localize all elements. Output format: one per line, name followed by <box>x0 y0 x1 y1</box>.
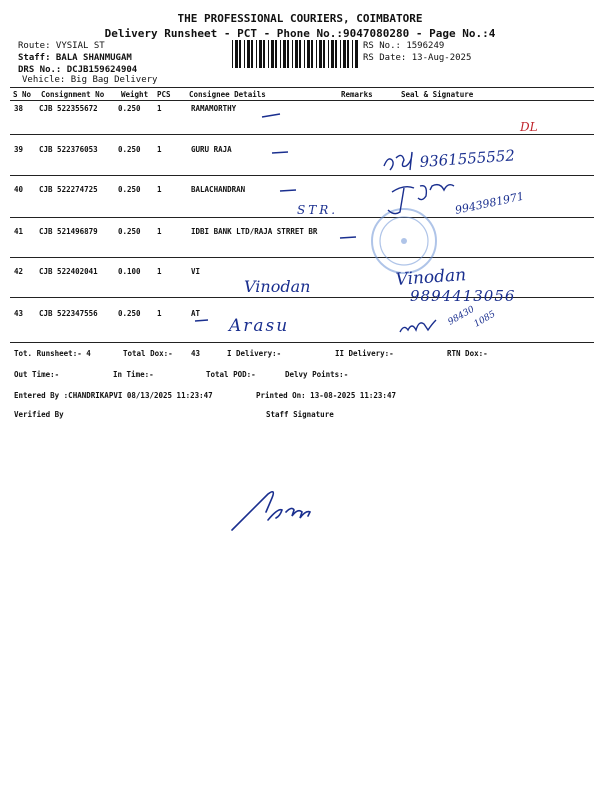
route-label: Route: VYSIAL ST <box>18 41 105 51</box>
row-consignment: CJB 521496879 <box>39 227 98 236</box>
row-sno: 39 <box>14 145 24 154</box>
signature-row39 <box>384 152 412 170</box>
phone-row40: 9943981971 <box>453 189 526 217</box>
col-header-consignee: Consignee Details <box>189 90 266 99</box>
company-title: THE PROFESSIONAL COURIERS, COIMBATORE <box>177 12 423 25</box>
row-pcs: 1 <box>157 309 162 318</box>
staff-signature-mark <box>232 492 310 530</box>
row-sno: 41 <box>14 227 24 236</box>
row-consignee: RAMAMORTHY <box>191 104 237 113</box>
col-header-consignment: Consignment No <box>41 90 105 99</box>
row-sno: 38 <box>14 104 24 113</box>
row-sno: 40 <box>14 185 24 194</box>
dl-mark: DL <box>520 120 538 134</box>
str-mark: STR. <box>297 203 339 217</box>
row-consignment: CJB 522402041 <box>39 267 98 276</box>
phone-row42: 9894413056 <box>410 287 516 305</box>
vinodan-signature-seal: Vinodan <box>394 265 467 290</box>
col-header-seal: Seal & Signature <box>401 90 474 99</box>
row-consignee: BALACHANDRAN <box>191 185 246 194</box>
in-time: In Time:- <box>113 370 154 379</box>
out-time: Out Time:- <box>14 370 60 379</box>
row-consignment: CJB 522376053 <box>39 145 98 154</box>
arasu-signature: Arasu <box>229 316 290 336</box>
row41-tick <box>340 237 356 238</box>
i-delivery: I Delivery:- <box>227 349 282 358</box>
row-consignee: IDBI BANK LTD/RAJA STRRET BR <box>191 227 318 236</box>
row38-tick <box>262 114 280 117</box>
total-pod: Total POD:- <box>206 370 256 379</box>
row-weight: 0.250 <box>118 185 141 194</box>
tot-runsheet: Tot. Runsheet:- 4 <box>14 349 91 358</box>
delvy-points: Delvy Points:- <box>285 370 349 379</box>
rs-number: RS No.: 1596249 <box>363 41 445 51</box>
rtn-dox: RTN Dox:- <box>447 349 488 358</box>
phone-row39: 9361555552 <box>419 146 516 171</box>
row-consignee: GURU RAJA <box>191 145 232 154</box>
seal-stamp <box>372 209 436 273</box>
staff-signature-label: Staff Signature <box>266 410 334 419</box>
row-consignment: CJB 522274725 <box>39 185 98 194</box>
col-header-pcs: PCS <box>157 90 171 99</box>
rs-date: RS Date: 13-Aug-2025 <box>363 53 472 63</box>
col-header-remarks: Remarks <box>341 90 373 99</box>
row-sno: 42 <box>14 267 24 276</box>
signature-row43 <box>400 320 436 332</box>
row-sno: 43 <box>14 309 24 318</box>
total-dox-value: 43 <box>191 349 201 358</box>
row39-tick <box>272 152 288 153</box>
row43-tick <box>195 320 208 321</box>
row40-tick <box>280 190 296 191</box>
row-consignee: VI <box>191 267 201 276</box>
col-header-weight: Weight <box>121 90 149 99</box>
staff-label: Staff: BALA SHANMUGAM <box>18 53 132 63</box>
drs-number: DRS No.: DCJB159624904 <box>18 65 138 75</box>
vehicle-label: Vehicle: Big Bag Delivery <box>22 75 158 85</box>
ii-delivery: II Delivery:- <box>335 349 394 358</box>
row-weight: 0.250 <box>118 309 141 318</box>
row-weight: 0.250 <box>118 145 141 154</box>
code-row43a: 98430 <box>446 304 477 328</box>
row-pcs: 1 <box>157 185 162 194</box>
vinodan-signature-row42: Vinodan <box>244 277 311 296</box>
row-consignment: CJB 522347556 <box>39 309 98 318</box>
row-consignment: CJB 522355672 <box>39 104 98 113</box>
verified-by: Verified By <box>14 410 64 419</box>
row-weight: 0.100 <box>118 267 141 276</box>
total-dox-label: Total Dox:- <box>123 349 173 358</box>
col-header-sno: S No <box>13 90 32 99</box>
row-pcs: 1 <box>157 145 162 154</box>
row-consignee: AT <box>191 309 201 318</box>
row-pcs: 1 <box>157 267 162 276</box>
row-weight: 0.250 <box>118 227 141 236</box>
row-pcs: 1 <box>157 227 162 236</box>
row-pcs: 1 <box>157 104 162 113</box>
printed-on: Printed On: 13-08-2025 11:23:47 <box>256 391 396 400</box>
code-row43b: 1085 <box>472 309 498 330</box>
entered-by: Entered By :CHANDRIKAPVI 08/13/2025 11:23:47 <box>14 391 213 400</box>
runsheet-subtitle: Delivery Runsheet - PCT - Phone No.:9047080280 - Page No.:4 <box>104 27 496 40</box>
row-weight: 0.250 <box>118 104 141 113</box>
